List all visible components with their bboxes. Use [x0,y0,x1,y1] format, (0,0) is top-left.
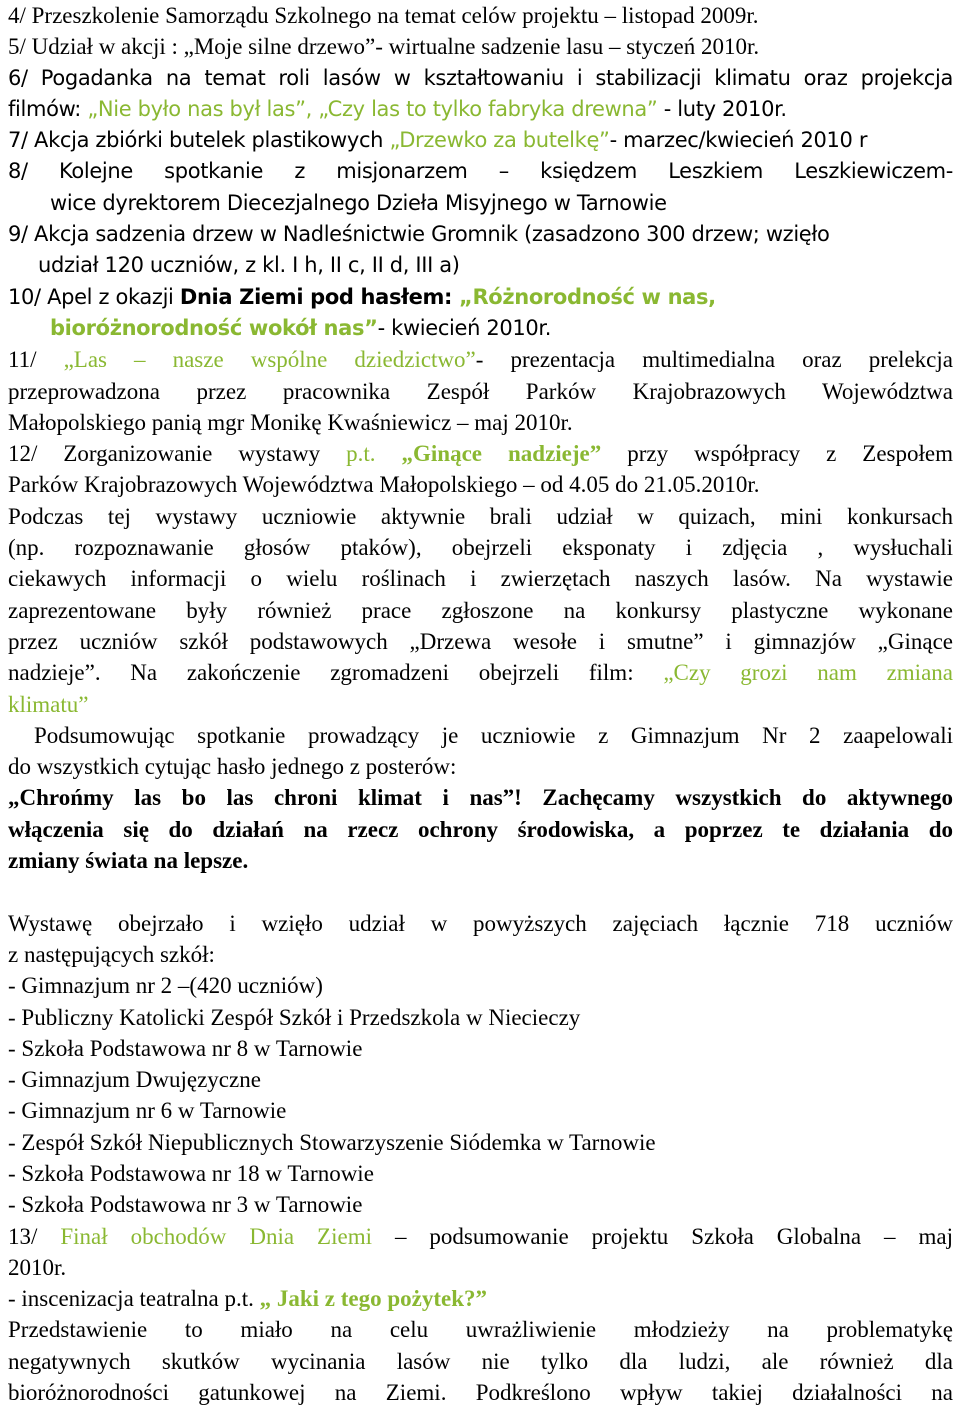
list-item-8-line-1: 8/ Kolejne spotkanie z misjonarzem – księdzem Leszkiem Leszkiewiczem- [8,159,953,184]
list-item: - Szkoła Podstawowa nr 18 w Tarnowie [8,1160,374,1186]
list-item-9-line-1: 9/ Akcja sadzenia drzew w Nadleśnictwie Gromnik (zasadzono 300 drzew; wzięło [8,222,830,247]
presentation-title: „Las – nasze wspólne dziedzictwo” [63,347,476,373]
list-item-6-line-1: 6/ Pogadanka na temat roli lasów w kształtowaniu i stabilizacji klimatu oraz projekcja [8,65,953,90]
list-item-5: 5/ Udział w akcji : „Moje silne drzewo”- wirtualne sadzenie lasu – styczeń 2010r. [8,34,760,60]
list-item-8-line-2: wice dyrektorem Diecezjalnego Dzieła Misyjnego w Tarnowie [50,190,667,215]
list-item: - Szkoła Podstawowa nr 3 w Tarnowie [8,1192,363,1218]
exhibition-paragraph-6: nadzieje”. Na zakończenie zgromadzeni obejrzeli film: „Czy grozi nam zmiana [8,660,953,686]
list-item-9-line-2: udział 120 uczniów, z kl. I h, II c, II d, III a) [38,253,460,278]
blank-line [8,876,953,907]
list-item: - Gimnazjum Dwujęzyczne [8,1067,261,1093]
exhibition-paragraph-7: klimatu” [8,691,89,717]
visitors-line-2: z następujących szkół: [8,941,215,967]
list-item-4: 4/ Przeszkolenie Samorządu Szkolnego na temat celów projektu – listopad 2009r. [8,3,759,28]
list-item-6-line-2: filmów: „Nie było nas był las”, „Czy las to tylko fabryka drewna” - luty 2010r. [8,96,787,121]
slogan-line-1: „Chrońmy las bo las chroni klimat i nas”! Zachęcamy wszystkich do aktywnego [8,785,953,811]
list-item: - Gimnazjum nr 6 w Tarnowie [8,1098,287,1124]
list-item: - Gimnazjum nr 2 –(420 uczniów) [8,973,323,999]
event-name: Finał obchodów Dnia Ziemi [60,1223,372,1249]
list-item-10-line-1: 10/ Apel z okazji Dnia Ziemi pod hasłem: „Różnorodność w nas, [8,284,716,309]
list-item-11-line-3: Małopolskiego panią mgr Monikę Kwaśniewicz – maj 2010r. [8,409,573,435]
summary-paragraph-2: do wszystkich cytując hasło jednego z posterów: [8,754,457,780]
exhibition-paragraph-5: przez uczniów szkół podstawowych „Drzewa wesołe i smutne” i gimnazjów „Ginące [8,628,953,654]
exhibition-title: „Ginące nadzieje” [401,441,602,467]
schools-list [8,970,953,1220]
list-item: - Publiczny Katolicki Zespół Szkół i Przedszkola w Niecieczy [8,1004,581,1030]
ending-paragraph-3: bioróżnorodności gatunkowej na Ziemi. Podkreślono wpływ takiej działalności na [8,1380,953,1406]
exhibition-paragraph-2: (np. rozpoznawanie głosów ptaków), obejrzeli eksponaty i zdjęcia , wysłuchali [8,535,953,561]
slogan-line-3: zmiany świata na lepsze. [8,848,249,874]
list-item-7: 7/ Akcja zbiórki butelek plastikowych „Drzewko za butelkę”- marzec/kwiecień 2010 r [8,128,868,153]
list-item-11-line-1: 11/ „Las – nasze wspólne dziedzictwo”- prezentacja multimedialna oraz prelekcja [8,347,953,373]
exhibition-paragraph-1: Podczas tej wystawy uczniowie aktywnie brali udział w quizach, mini konkursach [8,503,953,529]
list-item-13-line-2: 2010r. [8,1254,67,1280]
exhibition-paragraph-3: ciekawych informacji o wielu roślinach i zwierzętach naszych lasów. Na wystawie [8,566,953,592]
motto-green: „Różnorodność w nas, [459,284,716,309]
ending-paragraph-2: negatywnych skutków wycinania lasów nie tylko dla ludzi, ale również dla [8,1348,953,1374]
list-item-11-line-2: przeprowadzona przez pracownika Zespół Parków Krajobrazowych Województwa [8,378,953,404]
film-titles: „Nie było nas był las”, „Czy las to tylko fabryka drewna” [87,96,658,121]
list-item-10-line-2: bioróżnorodność wokół nas”- kwiecień 2010r. [50,315,552,340]
list-item-13-line-1: 13/ Finał obchodów Dnia Ziemi – podsumowanie projektu Szkoła Globalna – maj [8,1223,953,1249]
list-item-12-line-1: 12/ Zorganizowanie wystawy p.t. „Ginące nadzieje” przy współpracy z Zespołem [8,441,953,467]
ending-paragraph-1: Przedstawienie to miało na celu uwrażliwienie młodzieży na problematykę [8,1317,953,1343]
play-title: „ Jaki z tego pożytek?” [259,1286,488,1312]
visitors-line-1: Wystawę obejrzało i wzięło udział w powyższych zajęciach łącznie 718 uczniów [8,910,953,936]
slogan-line-2: włączenia się do działań na rzecz ochrony środowiska, a poprzez te działania do [8,816,953,842]
list-item-12-line-2: Parków Krajobrazowych Województwa Małopolskiego – od 4.05 do 21.05.2010r. [8,472,760,498]
list-item: - Zespół Szkół Niepublicznych Stowarzyszenie Siódemka w Tarnowie [8,1129,656,1155]
list-item: - Szkoła Podstawowa nr 8 w Tarnowie [8,1035,363,1061]
film-title: „Czy grozi nam zmiana [663,660,953,686]
exhibition-paragraph-4: zaprezentowane były również prace zgłoszone na konkursy plastyczne wykonane [8,597,953,623]
summary-paragraph-1: Podsumowując spotkanie prowadzący je uczniowie z Gimnazjum Nr 2 zaapelowali [34,722,953,748]
action-name: „Drzewko za butelkę” [389,128,610,153]
list-item-13-line-3: - inscenizacja teatralna p.t. „ Jaki z tego pożytek?” [8,1286,488,1312]
